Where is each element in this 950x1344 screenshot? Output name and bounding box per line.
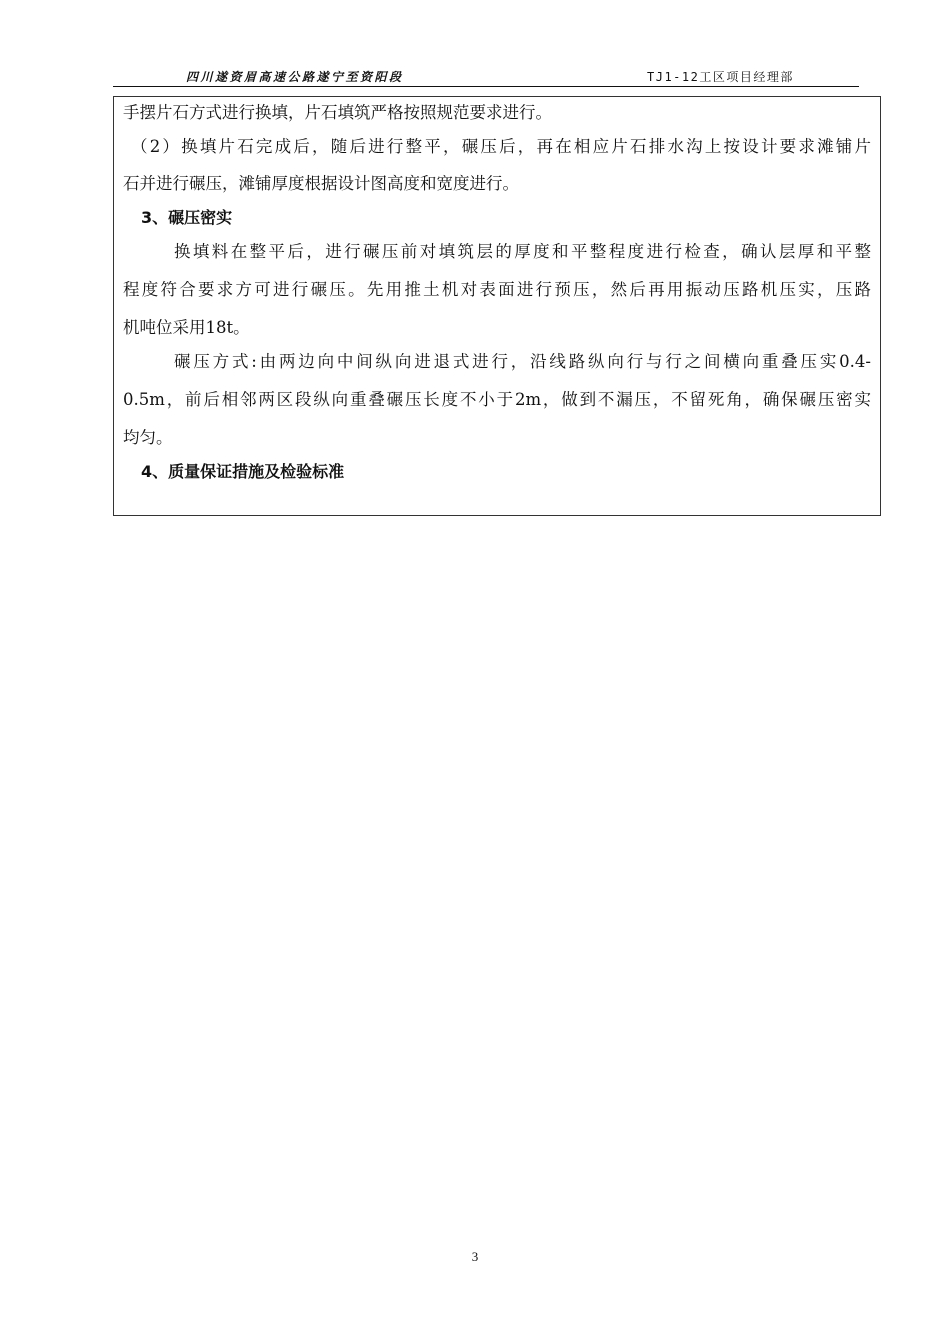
section-heading-4: 4、质量保证措施及检验标准: [141, 462, 345, 481]
paragraph-line-5: 换填料在整平后，进行碾压前对填筑层的厚度和平整程度进行检查，确认层厚和平整: [174, 242, 871, 261]
header-department: TJ1-12工区项目经理部: [647, 70, 794, 84]
header-project-name: 四川遂资眉高速公路遂宁至资阳段: [186, 70, 404, 84]
header-divider: [113, 86, 859, 87]
paragraph-line-6: 程度符合要求方可进行碾压。先用推土机对表面进行预压，然后再用振动压路机压实，压路: [123, 280, 871, 299]
content-frame: [113, 96, 881, 516]
paragraph-line-1: 手摆片石方式进行换填，片石填筑严格按照规范要求进行。: [123, 103, 552, 122]
paragraph-line-7: 机吨位采用18t。: [123, 318, 250, 337]
paragraph-line-3: 石并进行碾压，滩铺厚度根据设计图高度和宽度进行。: [123, 174, 519, 193]
paragraph-line-8: 碾压方式:由两边向中间纵向进退式进行，沿线路纵向行与行之间横向重叠压实0.4-: [174, 352, 871, 371]
paragraph-line-10: 均匀。: [123, 428, 173, 447]
paragraph-line-9: 0.5m，前后相邻两区段纵向重叠碾压长度不小于2m，做到不漏压，不留死角，确保碾压密实: [123, 390, 871, 409]
section-heading-3: 3、碾压密实: [141, 208, 233, 227]
page-number: 3: [471, 1249, 479, 1264]
paragraph-line-2: （2）换填片石完成后，随后进行整平，碾压后，再在相应片石排水沟上按设计要求滩铺片: [131, 137, 871, 156]
